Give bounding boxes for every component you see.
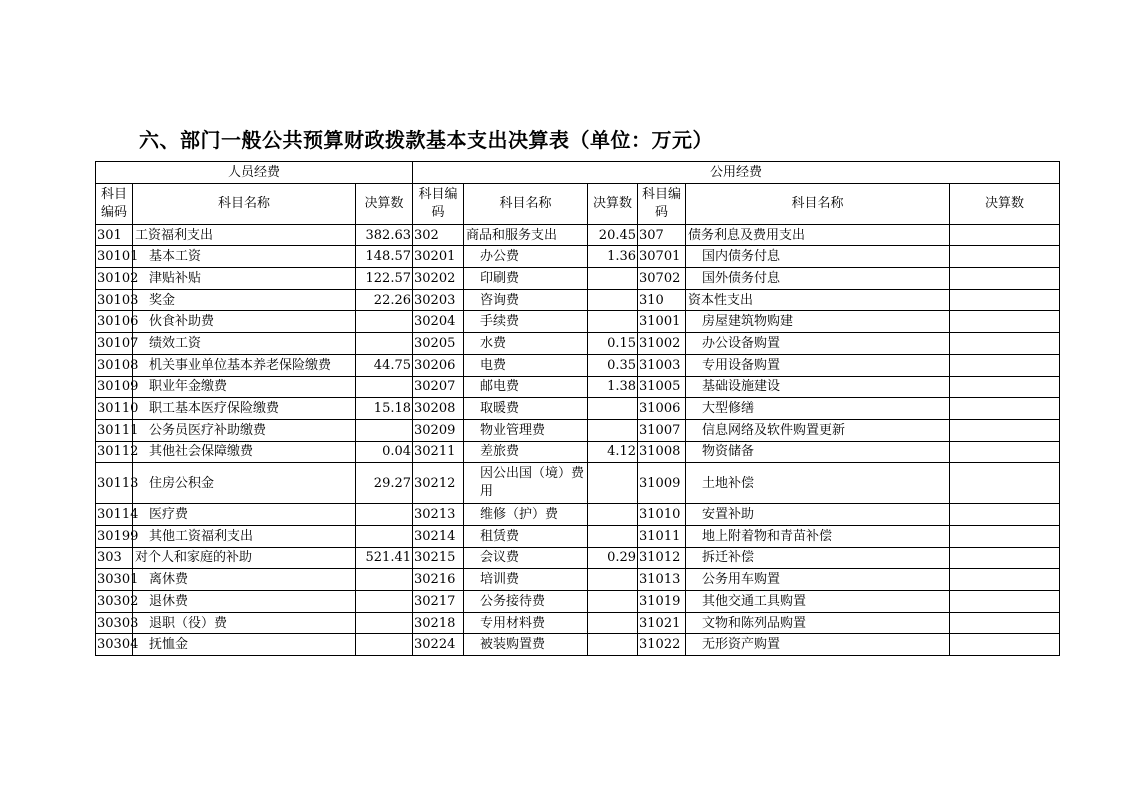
goods-code-cell: 30202: [413, 268, 464, 290]
personnel-code-cell: 30111: [96, 419, 133, 441]
goods-name-cell: 邮电费: [464, 376, 588, 398]
personnel-code-cell: 30304: [96, 634, 133, 656]
goods-code-cell: 30213: [413, 504, 464, 526]
col-code-header: 科目编码: [638, 183, 686, 224]
goods-name-cell: 公务接待费: [464, 591, 588, 613]
goods-amount-cell: [588, 398, 638, 420]
personnel-name-cell: 医疗费: [133, 504, 356, 526]
capital-code-cell: 31001: [638, 311, 686, 333]
capital-amount-cell: [950, 463, 1060, 504]
capital-amount-cell: [950, 224, 1060, 246]
capital-name-cell: 国内债务付息: [686, 246, 950, 268]
goods-amount-cell: 0.29: [588, 547, 638, 569]
personnel-code-cell: 30103: [96, 289, 133, 311]
goods-code-cell: 30214: [413, 525, 464, 547]
table-row: [96, 525, 1060, 547]
personnel-name-cell: 退休费: [133, 591, 356, 613]
capital-name-cell: 地上附着物和青苗补偿: [686, 525, 950, 547]
table-row: [96, 333, 1060, 355]
goods-amount-cell: 0.15: [588, 333, 638, 355]
table-row: [96, 398, 1060, 420]
personnel-header: 人员经费: [96, 162, 413, 184]
goods-code-cell: 302: [413, 224, 464, 246]
capital-code-cell: 31002: [638, 333, 686, 355]
capital-amount-cell: [950, 569, 1060, 591]
personnel-amount-cell: 22.26: [356, 289, 413, 311]
capital-amount-cell: [950, 333, 1060, 355]
table-row: [96, 354, 1060, 376]
capital-name-cell: 资本性支出: [686, 289, 950, 311]
capital-code-cell: 31010: [638, 504, 686, 526]
capital-code-cell: 31007: [638, 419, 686, 441]
goods-name-cell: 取暖费: [464, 398, 588, 420]
personnel-code-cell: 30106: [96, 311, 133, 333]
capital-name-cell: 信息网络及软件购置更新: [686, 419, 950, 441]
capital-code-cell: 31009: [638, 463, 686, 504]
goods-name-cell: 维修（护）费: [464, 504, 588, 526]
personnel-name-cell: 住房公积金: [133, 463, 356, 504]
goods-amount-cell: 1.36: [588, 246, 638, 268]
personnel-amount-cell: [356, 333, 413, 355]
capital-code-cell: 30702: [638, 268, 686, 290]
capital-amount-cell: [950, 612, 1060, 634]
goods-code-cell: 30224: [413, 634, 464, 656]
capital-name-cell: 其他交通工具购置: [686, 591, 950, 613]
personnel-code-cell: 30114: [96, 504, 133, 526]
personnel-code-cell: 30110: [96, 398, 133, 420]
personnel-code-cell: 30102: [96, 268, 133, 290]
col-name-header: 科目名称: [686, 183, 950, 224]
personnel-name-cell: 工资福利支出: [133, 224, 356, 246]
budget-table: [95, 161, 1060, 656]
capital-amount-cell: [950, 419, 1060, 441]
goods-amount-cell: 0.35: [588, 354, 638, 376]
capital-amount-cell: [950, 376, 1060, 398]
goods-amount-cell: [588, 463, 638, 504]
personnel-code-cell: 30301: [96, 569, 133, 591]
capital-amount-cell: [950, 268, 1060, 290]
personnel-amount-cell: 382.63: [356, 224, 413, 246]
personnel-code-cell: 30112: [96, 441, 133, 463]
capital-amount-cell: [950, 504, 1060, 526]
goods-name-cell: 商品和服务支出: [464, 224, 588, 246]
table-row: [96, 268, 1060, 290]
col-code-header: 科目编码: [413, 183, 464, 224]
personnel-name-cell: 对个人和家庭的补助: [133, 547, 356, 569]
public-header: 公用经费: [413, 162, 1060, 184]
capital-code-cell: 31011: [638, 525, 686, 547]
goods-code-cell: 30217: [413, 591, 464, 613]
goods-code-cell: 30212: [413, 463, 464, 504]
personnel-amount-cell: [356, 634, 413, 656]
personnel-code-cell: 30302: [96, 591, 133, 613]
table-row: [96, 246, 1060, 268]
personnel-name-cell: 离休费: [133, 569, 356, 591]
goods-name-cell: 物业管理费: [464, 419, 588, 441]
goods-code-cell: 30205: [413, 333, 464, 355]
table-row: [96, 547, 1060, 569]
goods-code-cell: 30201: [413, 246, 464, 268]
personnel-code-cell: 30113: [96, 463, 133, 504]
capital-code-cell: 31021: [638, 612, 686, 634]
col-amount-header: 决算数: [950, 183, 1060, 224]
personnel-name-cell: 退职（役）费: [133, 612, 356, 634]
goods-amount-cell: [588, 525, 638, 547]
capital-name-cell: 无形资产购置: [686, 634, 950, 656]
personnel-amount-cell: [356, 504, 413, 526]
col-code-header: 科目编码: [96, 183, 133, 224]
personnel-code-cell: 30101: [96, 246, 133, 268]
personnel-code-cell: 30109: [96, 376, 133, 398]
goods-name-cell: 办公费: [464, 246, 588, 268]
goods-code-cell: 30209: [413, 419, 464, 441]
capital-code-cell: 307: [638, 224, 686, 246]
personnel-amount-cell: 122.57: [356, 268, 413, 290]
goods-amount-cell: 4.12: [588, 441, 638, 463]
table-row: [96, 504, 1060, 526]
goods-amount-cell: 20.45: [588, 224, 638, 246]
personnel-code-cell: 30303: [96, 612, 133, 634]
capital-code-cell: 31019: [638, 591, 686, 613]
personnel-code-cell: 30108: [96, 354, 133, 376]
table-row: [96, 634, 1060, 656]
capital-amount-cell: [950, 289, 1060, 311]
personnel-name-cell: 伙食补助费: [133, 311, 356, 333]
table-row: [96, 376, 1060, 398]
personnel-amount-cell: [356, 525, 413, 547]
capital-amount-cell: [950, 591, 1060, 613]
goods-amount-cell: [588, 504, 638, 526]
personnel-name-cell: 奖金: [133, 289, 356, 311]
personnel-code-cell: 30199: [96, 525, 133, 547]
personnel-code-cell: 303: [96, 547, 133, 569]
capital-code-cell: 31013: [638, 569, 686, 591]
capital-name-cell: 基础设施建设: [686, 376, 950, 398]
goods-amount-cell: 1.38: [588, 376, 638, 398]
personnel-amount-cell: 0.04: [356, 441, 413, 463]
personnel-amount-cell: 521.41: [356, 547, 413, 569]
capital-code-cell: 30701: [638, 246, 686, 268]
goods-amount-cell: [588, 591, 638, 613]
goods-amount-cell: [588, 634, 638, 656]
goods-name-cell: 被装购置费: [464, 634, 588, 656]
goods-amount-cell: [588, 311, 638, 333]
personnel-amount-cell: 148.57: [356, 246, 413, 268]
personnel-amount-cell: [356, 376, 413, 398]
goods-amount-cell: [588, 612, 638, 634]
goods-name-cell: 水费: [464, 333, 588, 355]
personnel-name-cell: 绩效工资: [133, 333, 356, 355]
capital-code-cell: 310: [638, 289, 686, 311]
capital-code-cell: 31008: [638, 441, 686, 463]
col-amount-header: 决算数: [356, 183, 413, 224]
personnel-code-cell: 30107: [96, 333, 133, 355]
personnel-name-cell: 基本工资: [133, 246, 356, 268]
capital-name-cell: 办公设备购置: [686, 333, 950, 355]
capital-amount-cell: [950, 246, 1060, 268]
goods-code-cell: 30203: [413, 289, 464, 311]
goods-name-cell: 咨询费: [464, 289, 588, 311]
capital-name-cell: 国外债务付息: [686, 268, 950, 290]
personnel-amount-cell: [356, 612, 413, 634]
personnel-code-cell: 301: [96, 224, 133, 246]
goods-code-cell: 30218: [413, 612, 464, 634]
col-name-header: 科目名称: [464, 183, 588, 224]
personnel-name-cell: 其他社会保障缴费: [133, 441, 356, 463]
personnel-amount-cell: [356, 569, 413, 591]
goods-name-cell: 电费: [464, 354, 588, 376]
goods-name-cell: 差旅费: [464, 441, 588, 463]
personnel-name-cell: 机关事业单位基本养老保险缴费: [133, 354, 356, 376]
capital-amount-cell: [950, 547, 1060, 569]
capital-name-cell: 大型修缮: [686, 398, 950, 420]
capital-amount-cell: [950, 634, 1060, 656]
table-row: [96, 441, 1060, 463]
table-row: [96, 612, 1060, 634]
capital-code-cell: 31005: [638, 376, 686, 398]
goods-amount-cell: [588, 268, 638, 290]
table-row: [96, 591, 1060, 613]
capital-amount-cell: [950, 311, 1060, 333]
capital-code-cell: 31003: [638, 354, 686, 376]
goods-amount-cell: [588, 289, 638, 311]
goods-amount-cell: [588, 569, 638, 591]
capital-amount-cell: [950, 525, 1060, 547]
table-row: [96, 311, 1060, 333]
personnel-amount-cell: 29.27: [356, 463, 413, 504]
goods-code-cell: 30206: [413, 354, 464, 376]
page-title: 六、部门一般公共预算财政拨款基本支出决算表（单位：万元）: [139, 128, 713, 152]
personnel-name-cell: 抚恤金: [133, 634, 356, 656]
goods-code-cell: 30208: [413, 398, 464, 420]
personnel-name-cell: 公务员医疗补助缴费: [133, 419, 356, 441]
personnel-name-cell: 职工基本医疗保险缴费: [133, 398, 356, 420]
table-row: [96, 569, 1060, 591]
goods-code-cell: 30207: [413, 376, 464, 398]
personnel-name-cell: 职业年金缴费: [133, 376, 356, 398]
personnel-name-cell: 津贴补贴: [133, 268, 356, 290]
goods-code-cell: 30211: [413, 441, 464, 463]
goods-name-cell: 因公出国（境）费用: [464, 463, 588, 504]
goods-name-cell: 专用材料费: [464, 612, 588, 634]
capital-name-cell: 债务利息及费用支出: [686, 224, 950, 246]
capital-amount-cell: [950, 441, 1060, 463]
goods-name-cell: 手续费: [464, 311, 588, 333]
personnel-amount-cell: 44.75: [356, 354, 413, 376]
capital-code-cell: 31022: [638, 634, 686, 656]
capital-name-cell: 拆迁补偿: [686, 547, 950, 569]
capital-name-cell: 专用设备购置: [686, 354, 950, 376]
capital-name-cell: 房屋建筑物购建: [686, 311, 950, 333]
personnel-amount-cell: [356, 311, 413, 333]
capital-name-cell: 土地补偿: [686, 463, 950, 504]
personnel-amount-cell: [356, 591, 413, 613]
capital-code-cell: 31006: [638, 398, 686, 420]
goods-code-cell: 30215: [413, 547, 464, 569]
capital-name-cell: 安置补助: [686, 504, 950, 526]
table-row: [96, 463, 1060, 504]
personnel-amount-cell: [356, 419, 413, 441]
table-row: [96, 224, 1060, 246]
personnel-name-cell: 其他工资福利支出: [133, 525, 356, 547]
goods-name-cell: 印刷费: [464, 268, 588, 290]
personnel-amount-cell: 15.18: [356, 398, 413, 420]
goods-code-cell: 30204: [413, 311, 464, 333]
col-amount-header: 决算数: [588, 183, 638, 224]
capital-name-cell: 文物和陈列品购置: [686, 612, 950, 634]
goods-name-cell: 租赁费: [464, 525, 588, 547]
capital-name-cell: 物资储备: [686, 441, 950, 463]
table-row: [96, 419, 1060, 441]
capital-amount-cell: [950, 354, 1060, 376]
goods-amount-cell: [588, 419, 638, 441]
capital-code-cell: 31012: [638, 547, 686, 569]
col-name-header: 科目名称: [133, 183, 356, 224]
goods-name-cell: 会议费: [464, 547, 588, 569]
capital-name-cell: 公务用车购置: [686, 569, 950, 591]
capital-amount-cell: [950, 398, 1060, 420]
goods-code-cell: 30216: [413, 569, 464, 591]
table-row: [96, 289, 1060, 311]
goods-name-cell: 培训费: [464, 569, 588, 591]
